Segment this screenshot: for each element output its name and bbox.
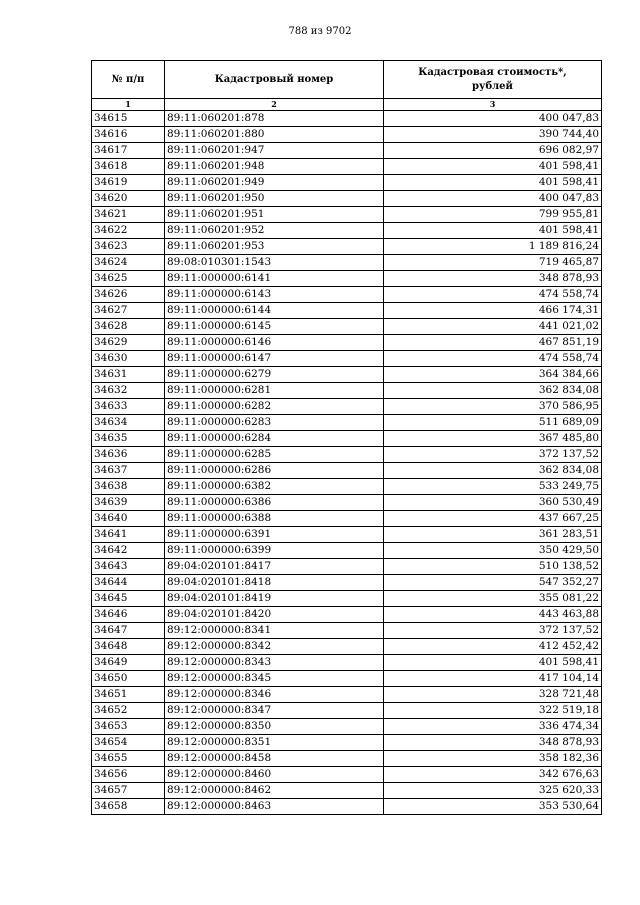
table-row	[92, 479, 602, 495]
cadastral-value: 353 530,64	[384, 799, 602, 815]
cadastral-number: 89:11:000000:6285	[165, 447, 384, 463]
cadastral-value: 401 598,41	[384, 655, 602, 671]
cadastral-value-table	[91, 60, 602, 815]
table-body	[92, 111, 602, 815]
cadastral-value: 336 474,34	[384, 719, 602, 735]
table-row	[92, 607, 602, 623]
cadastral-value: 799 955,81	[384, 207, 602, 223]
cadastral-value: 325 620,33	[384, 783, 602, 799]
table-row	[92, 319, 602, 335]
table-row	[92, 191, 602, 207]
page-number: 788 из 9702	[288, 26, 352, 37]
cadastral-number: 89:11:000000:6144	[165, 303, 384, 319]
cadastral-value: 364 384,66	[384, 367, 602, 383]
table-row	[92, 127, 602, 143]
cadastral-value: 443 463,88	[384, 607, 602, 623]
table-row	[92, 335, 602, 351]
cadastral-value: 719 465,87	[384, 255, 602, 271]
row-index: 34618	[92, 159, 165, 175]
cadastral-value: 367 485,80	[384, 431, 602, 447]
table-row	[92, 143, 602, 159]
row-index: 34649	[92, 655, 165, 671]
cadastral-value: 696 082,97	[384, 143, 602, 159]
cadastral-value: 437 667,25	[384, 511, 602, 527]
cadastral-value: 533 249,75	[384, 479, 602, 495]
row-index: 34638	[92, 479, 165, 495]
row-index: 34646	[92, 607, 165, 623]
cadastral-number: 89:12:000000:8350	[165, 719, 384, 735]
cadastral-number: 89:11:000000:6282	[165, 399, 384, 415]
cadastral-value: 467 851,19	[384, 335, 602, 351]
table-row	[92, 735, 602, 751]
row-index: 34653	[92, 719, 165, 735]
cadastral-value: 362 834,08	[384, 463, 602, 479]
column-header-index: № п/п	[92, 61, 165, 99]
row-index: 34655	[92, 751, 165, 767]
cadastral-number: 89:11:000000:6141	[165, 271, 384, 287]
table-row	[92, 111, 602, 127]
row-index: 34629	[92, 335, 165, 351]
cadastral-value: 417 104,14	[384, 671, 602, 687]
table-row	[92, 623, 602, 639]
row-index: 34624	[92, 255, 165, 271]
cadastral-number: 89:12:000000:8342	[165, 639, 384, 655]
cadastral-value: 401 598,41	[384, 175, 602, 191]
cadastral-number: 89:11:060201:951	[165, 207, 384, 223]
cadastral-value: 474 558,74	[384, 351, 602, 367]
row-index: 34632	[92, 383, 165, 399]
cadastral-number: 89:12:000000:8347	[165, 703, 384, 719]
row-index: 34615	[92, 111, 165, 127]
table-row	[92, 655, 602, 671]
cadastral-number: 89:04:020101:8418	[165, 575, 384, 591]
cadastral-value: 358 182,36	[384, 751, 602, 767]
cadastral-value: 511 689,09	[384, 415, 602, 431]
row-index: 34628	[92, 319, 165, 335]
cadastral-number: 89:11:000000:6283	[165, 415, 384, 431]
table-row	[92, 431, 602, 447]
row-index: 34658	[92, 799, 165, 815]
cadastral-number: 89:11:000000:6146	[165, 335, 384, 351]
table-row	[92, 367, 602, 383]
cadastral-number: 89:12:000000:8346	[165, 687, 384, 703]
row-index: 34648	[92, 639, 165, 655]
cadastral-number: 89:11:000000:6279	[165, 367, 384, 383]
cadastral-value: 342 676,63	[384, 767, 602, 783]
cadastral-value: 390 744,40	[384, 127, 602, 143]
row-index: 34634	[92, 415, 165, 431]
row-index: 34645	[92, 591, 165, 607]
cadastral-number: 89:11:000000:6281	[165, 383, 384, 399]
cadastral-value: 412 452,42	[384, 639, 602, 655]
cadastral-number: 89:11:000000:6399	[165, 543, 384, 559]
table-row	[92, 719, 602, 735]
cadastral-number: 89:12:000000:8343	[165, 655, 384, 671]
row-index: 34621	[92, 207, 165, 223]
column-header-cadastral-number: Кадастровый номер	[165, 61, 384, 99]
cadastral-number: 89:11:000000:6145	[165, 319, 384, 335]
row-index: 34636	[92, 447, 165, 463]
table-header-row	[92, 61, 602, 99]
column-header-cadastral-value: Кадастровая стоимость*, рублей	[384, 61, 602, 99]
cadastral-number: 89:11:060201:878	[165, 111, 384, 127]
table-row	[92, 351, 602, 367]
cadastral-number: 89:04:020101:8417	[165, 559, 384, 575]
table-row	[92, 383, 602, 399]
cadastral-number: 89:12:000000:8341	[165, 623, 384, 639]
cadastral-number: 89:11:000000:6284	[165, 431, 384, 447]
row-index: 34623	[92, 239, 165, 255]
cadastral-value: 361 283,51	[384, 527, 602, 543]
cadastral-number: 89:11:060201:948	[165, 159, 384, 175]
table-row	[92, 463, 602, 479]
cadastral-number: 89:12:000000:8463	[165, 799, 384, 815]
row-index: 34620	[92, 191, 165, 207]
row-index: 34626	[92, 287, 165, 303]
table-column-number-row	[92, 99, 602, 111]
table-row	[92, 399, 602, 415]
row-index: 34616	[92, 127, 165, 143]
cadastral-value: 355 081,22	[384, 591, 602, 607]
row-index: 34641	[92, 527, 165, 543]
cadastral-number: 89:12:000000:8462	[165, 783, 384, 799]
cadastral-value: 510 138,52	[384, 559, 602, 575]
cadastral-value: 400 047,83	[384, 191, 602, 207]
row-index: 34643	[92, 559, 165, 575]
table-row	[92, 447, 602, 463]
cadastral-value: 360 530,49	[384, 495, 602, 511]
table-row	[92, 175, 602, 191]
cadastral-number: 89:11:060201:950	[165, 191, 384, 207]
cadastral-number: 89:12:000000:8351	[165, 735, 384, 751]
cadastral-value: 401 598,41	[384, 159, 602, 175]
table-row	[92, 783, 602, 799]
row-index: 34625	[92, 271, 165, 287]
cadastral-value: 372 137,52	[384, 447, 602, 463]
row-index: 34644	[92, 575, 165, 591]
table-row	[92, 271, 602, 287]
cadastral-value: 466 174,31	[384, 303, 602, 319]
table-row	[92, 687, 602, 703]
cadastral-number: 89:12:000000:8458	[165, 751, 384, 767]
table-row	[92, 207, 602, 223]
table-row	[92, 495, 602, 511]
cadastral-value: 322 519,18	[384, 703, 602, 719]
table-row	[92, 799, 602, 815]
row-index: 34637	[92, 463, 165, 479]
row-index: 34622	[92, 223, 165, 239]
row-index: 34627	[92, 303, 165, 319]
table-row	[92, 415, 602, 431]
cadastral-number: 89:11:060201:952	[165, 223, 384, 239]
cadastral-value: 547 352,27	[384, 575, 602, 591]
table-row	[92, 255, 602, 271]
cadastral-value: 350 429,50	[384, 543, 602, 559]
row-index: 34640	[92, 511, 165, 527]
row-index: 34630	[92, 351, 165, 367]
cadastral-value: 372 137,52	[384, 623, 602, 639]
cadastral-value: 348 878,93	[384, 735, 602, 751]
table-row	[92, 703, 602, 719]
table-row	[92, 559, 602, 575]
cadastral-value: 328 721,48	[384, 687, 602, 703]
table-row	[92, 303, 602, 319]
column-number: 1	[92, 99, 165, 111]
table-row	[92, 527, 602, 543]
row-index: 34639	[92, 495, 165, 511]
row-index: 34635	[92, 431, 165, 447]
table-row	[92, 543, 602, 559]
row-index: 34657	[92, 783, 165, 799]
cadastral-value: 474 558,74	[384, 287, 602, 303]
column-number: 2	[165, 99, 384, 111]
cadastral-number: 89:11:060201:953	[165, 239, 384, 255]
cadastral-number: 89:08:010301:1543	[165, 255, 384, 271]
cadastral-value: 348 878,93	[384, 271, 602, 287]
cadastral-value: 362 834,08	[384, 383, 602, 399]
table-row	[92, 751, 602, 767]
table-row	[92, 159, 602, 175]
cadastral-number: 89:12:000000:8345	[165, 671, 384, 687]
cadastral-number: 89:11:000000:6143	[165, 287, 384, 303]
row-index: 34651	[92, 687, 165, 703]
cadastral-value: 1 189 816,24	[384, 239, 602, 255]
row-index: 34654	[92, 735, 165, 751]
row-index: 34656	[92, 767, 165, 783]
table-row	[92, 223, 602, 239]
row-index: 34633	[92, 399, 165, 415]
cadastral-number: 89:11:000000:6382	[165, 479, 384, 495]
cadastral-number: 89:11:000000:6147	[165, 351, 384, 367]
cadastral-number: 89:11:000000:6391	[165, 527, 384, 543]
cadastral-number: 89:11:060201:949	[165, 175, 384, 191]
cadastral-value: 401 598,41	[384, 223, 602, 239]
cadastral-value: 400 047,83	[384, 111, 602, 127]
cadastral-value: 441 021,02	[384, 319, 602, 335]
cadastral-number: 89:11:000000:6286	[165, 463, 384, 479]
table-row	[92, 671, 602, 687]
cadastral-number: 89:11:000000:6388	[165, 511, 384, 527]
table-row	[92, 591, 602, 607]
column-number: 3	[384, 99, 602, 111]
table-row	[92, 575, 602, 591]
cadastral-number: 89:11:000000:6386	[165, 495, 384, 511]
row-index: 34642	[92, 543, 165, 559]
cadastral-number: 89:11:060201:947	[165, 143, 384, 159]
row-index: 34617	[92, 143, 165, 159]
row-index: 34619	[92, 175, 165, 191]
table-row	[92, 639, 602, 655]
cadastral-number: 89:04:020101:8419	[165, 591, 384, 607]
row-index: 34652	[92, 703, 165, 719]
cadastral-value: 370 586,95	[384, 399, 602, 415]
row-index: 34631	[92, 367, 165, 383]
row-index: 34647	[92, 623, 165, 639]
cadastral-number: 89:11:060201:880	[165, 127, 384, 143]
cadastral-number: 89:12:000000:8460	[165, 767, 384, 783]
table-row	[92, 511, 602, 527]
table-row	[92, 767, 602, 783]
cadastral-number: 89:04:020101:8420	[165, 607, 384, 623]
table-row	[92, 287, 602, 303]
row-index: 34650	[92, 671, 165, 687]
table-row	[92, 239, 602, 255]
